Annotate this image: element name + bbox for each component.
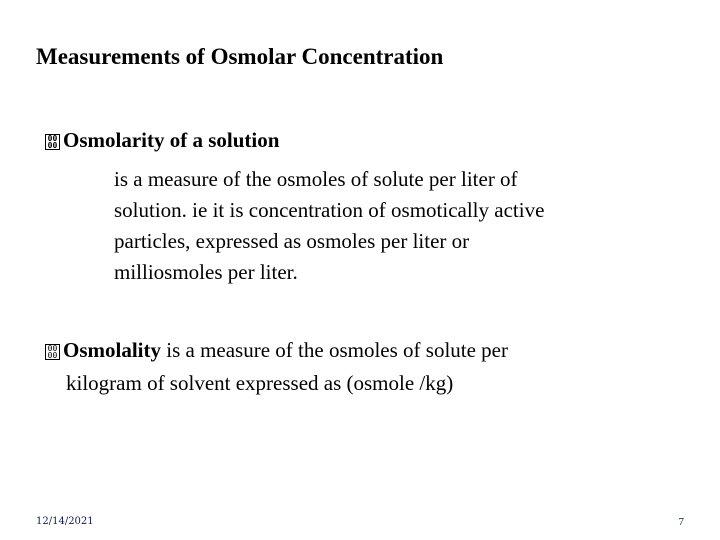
osmolality-line-2: kilogram of solvent expressed as (osmole /kg)	[66, 371, 454, 395]
slide-title: Measurements of Osmolar Concentration	[36, 44, 444, 69]
osmolality-term: Osmolality	[63, 338, 161, 362]
missing-glyph-bullet-icon	[45, 344, 60, 360]
osmolarity-definition	[114, 164, 694, 288]
osmolarity-heading-row	[45, 128, 279, 153]
osmolality-line-1	[45, 334, 685, 367]
osmolality-line-1-rest: is a measure of the osmoles of solute per	[161, 338, 508, 362]
page-number: 7	[678, 516, 684, 528]
osmolarity-line-4: milliosmoles per liter.	[114, 260, 298, 284]
missing-glyph-bullet-icon	[45, 134, 60, 150]
footer-date: 12/14/2021	[36, 516, 94, 527]
osmolarity-line-2: solution. ie it is concentration of osmotically active	[114, 198, 545, 222]
osmolarity-line-3: particles, expressed as osmoles per liter or	[114, 229, 470, 253]
osmolarity-heading: Osmolarity of a solution	[63, 128, 280, 152]
osmolality-definition	[45, 334, 685, 400]
osmolarity-line-1: is a measure of the osmoles of solute per liter of	[114, 167, 518, 191]
